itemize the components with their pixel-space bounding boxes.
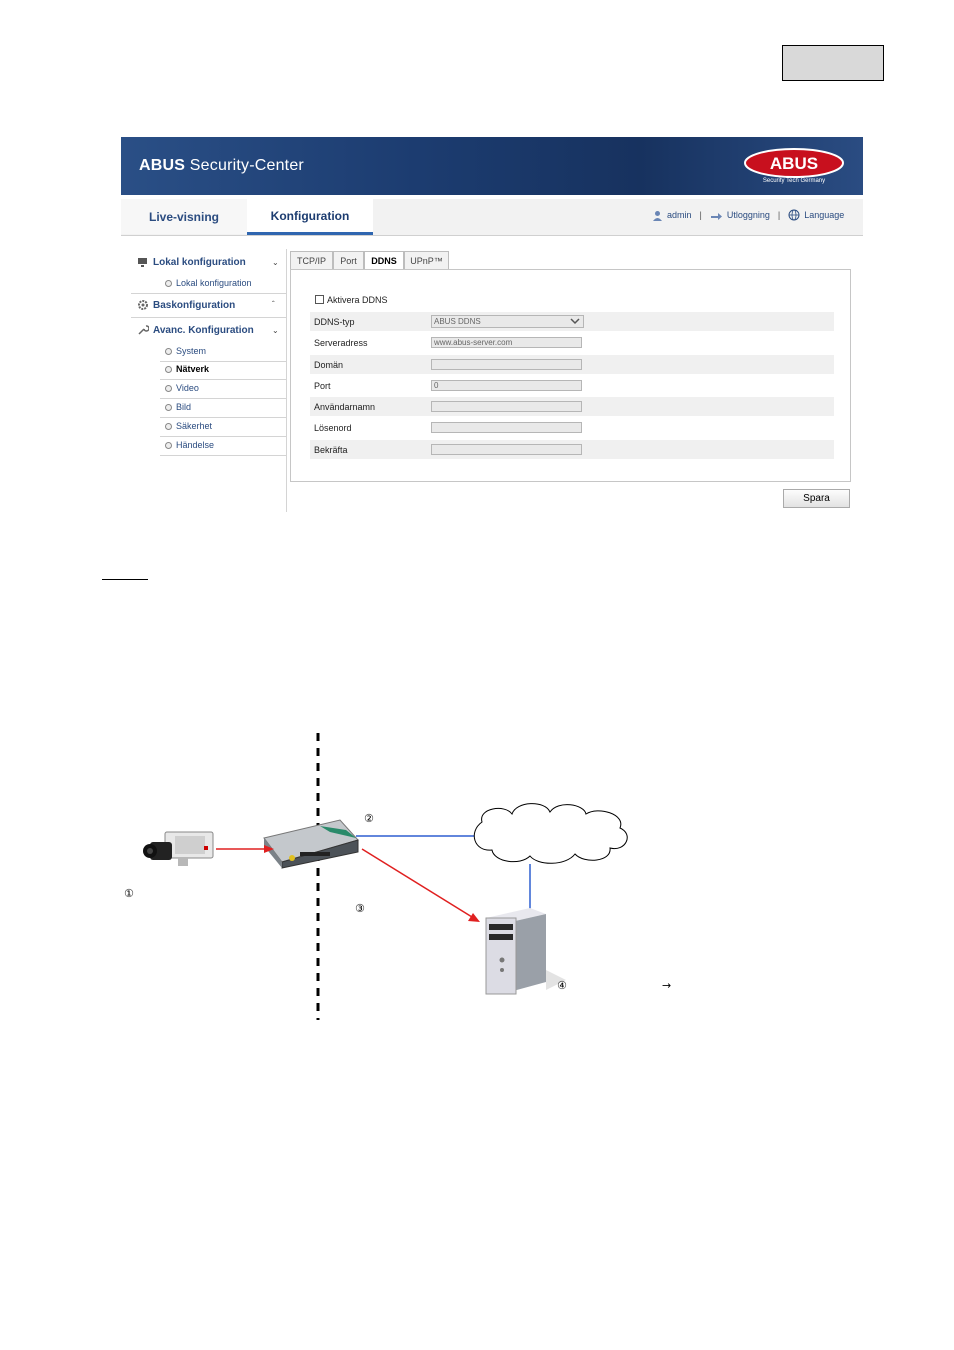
router-icon	[264, 820, 358, 868]
tab-upnp[interactable]: UPnP™	[404, 251, 449, 269]
port-input[interactable]: 0	[431, 380, 582, 391]
camera-icon	[143, 832, 213, 866]
ddns-type-label: DDNS-typ	[314, 317, 355, 327]
user-bar: admin | Utloggning | Language	[652, 209, 844, 221]
enable-ddns-label: Aktivera DDNS	[327, 295, 388, 305]
chevron-down-icon[interactable]: ⌄	[272, 326, 279, 335]
sidebar-item-image[interactable]: Bild	[165, 402, 191, 412]
language-link[interactable]: Language	[804, 210, 845, 220]
user-name[interactable]: admin	[667, 210, 692, 220]
server-address-label: Serveradress	[314, 338, 368, 348]
save-button[interactable]: Spara	[783, 489, 850, 508]
tab-tcpip[interactable]: TCP/IP	[290, 251, 333, 269]
chevron-up-icon[interactable]: ˆ	[272, 300, 275, 309]
marker-2: ②	[364, 812, 374, 825]
server-icon	[486, 908, 566, 994]
sidebar-section-basic[interactable]: Baskonfiguration	[137, 299, 235, 311]
svg-text:ABUS: ABUS	[769, 154, 819, 173]
tab-configuration[interactable]: Konfiguration	[247, 199, 373, 235]
tab-ddns[interactable]: DDNS	[364, 251, 404, 270]
sidebar-item-event[interactable]: Händelse	[165, 440, 214, 450]
sidebar-section-advanced[interactable]: Avanc. Konfiguration	[137, 324, 254, 336]
marker-3: ③	[355, 902, 365, 915]
sidebar-section-local[interactable]: Lokal konfiguration	[137, 256, 246, 268]
logout-link[interactable]: Utloggning	[726, 210, 770, 220]
confirm-label: Bekräfta	[314, 445, 348, 455]
chevron-down-icon[interactable]: ⌄	[272, 258, 279, 267]
app-title: ABUS Security-Center	[139, 157, 304, 174]
sidebar-item-local-config[interactable]: Lokal konfiguration	[165, 278, 252, 288]
tab-port[interactable]: Port	[333, 251, 364, 269]
username-label: Användarnamn	[314, 402, 376, 412]
arrow-head-icon	[468, 913, 480, 922]
marker-4: ④	[557, 979, 567, 992]
router-server-link	[362, 849, 472, 917]
server-address-input[interactable]: www.abus-server.com	[431, 337, 582, 348]
domain-label: Domän	[314, 360, 344, 370]
cloud-icon	[474, 804, 627, 864]
sidebar-item-security[interactable]: Säkerhet	[165, 421, 212, 431]
sidebar-item-system[interactable]: System	[165, 346, 206, 356]
sidebar-item-network[interactable]: Nätverk	[165, 364, 209, 374]
sidebar-item-video[interactable]: Video	[165, 383, 199, 393]
port-label: Port	[314, 381, 331, 391]
password-label: Lösenord	[314, 423, 352, 433]
marker-1: ①	[124, 887, 134, 900]
arrow-right-icon: →	[662, 979, 672, 992]
tab-live-view[interactable]: Live-visning	[121, 199, 247, 234]
logo-tagline: Security Tech Germany	[762, 178, 826, 184]
ddns-type-select[interactable]: ABUS DDNS	[431, 315, 584, 328]
